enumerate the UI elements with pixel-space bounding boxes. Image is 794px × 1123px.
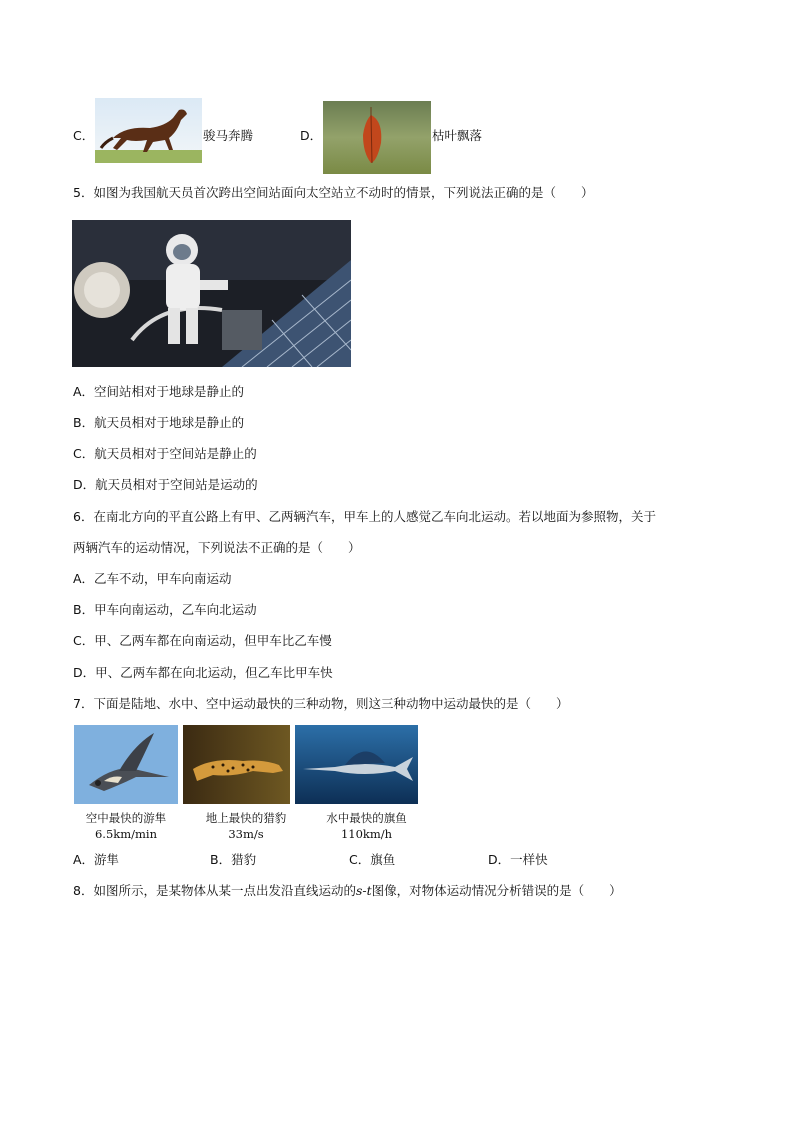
sailfish-caption-title: 水中最快的旗鱼 [326, 811, 407, 825]
q8-stem-before: 8．如图所示，是某物体从某一点出发沿直线运动的 [73, 883, 356, 898]
falling-leaf-image [323, 101, 431, 174]
q7-option-a: A．游隼 [73, 852, 120, 867]
q4-option-c-text: 骏马奔腾 [203, 128, 254, 143]
q6-stem-line2: 两辆汽车的运动情况，下列说法不正确的是（ ） [73, 540, 361, 555]
falcon-image [74, 725, 178, 804]
astronaut-image [72, 220, 351, 367]
q4-option-d-text: 枯叶飘落 [432, 128, 483, 143]
q4-option-d-label: D． [300, 128, 323, 143]
q8-stem-symbol: s-t [355, 883, 372, 898]
q8-stem-after: 图像，对物体运动情况分析错误的是（ ） [371, 883, 622, 898]
sailfish-image [295, 725, 418, 804]
q6-option-c: C．甲、乙两车都在向南运动，但甲车比乙车慢 [73, 633, 332, 648]
cheetah-caption-speed: 33m/s [228, 827, 264, 841]
q8-stem [73, 883, 622, 899]
q5-stem: 5．如图为我国航天员首次跨出空间站面向太空站立不动时的情景，下列说法正确的是（ ） [73, 185, 594, 200]
q7-option-b: B．猎豹 [210, 852, 257, 867]
cheetah-image [183, 725, 290, 804]
cheetah-caption-title: 地上最快的猎豹 [205, 811, 287, 825]
q6-stem-line1: 6．在南北方向的平直公路上有甲、乙两辆汽车，甲车上的人感觉乙车向北运动。若以地面为参照物，关于 [73, 509, 656, 524]
horse-image [95, 98, 202, 163]
falcon-caption-speed: 6.5km/min [94, 827, 158, 841]
q5-option-a: A．空间站相对于地球是静止的 [73, 384, 245, 399]
q7-option-d: D．一样快 [488, 852, 548, 867]
q6-option-b: B．甲车向南运动，乙车向北运动 [73, 602, 257, 617]
sailfish-caption-speed: 110km/h [340, 827, 393, 841]
q7-stem: 7．下面是陆地、水中、空中运动最快的三种动物，则这三种动物中运动最快的是（ ） [73, 696, 569, 711]
q5-option-c: C．航天员相对于空间站是静止的 [73, 446, 257, 461]
q7-option-c: C．旗鱼 [349, 852, 396, 867]
q6-option-a: A．乙车不动，甲车向南运动 [73, 571, 232, 586]
q4-option-c-label: C． [73, 128, 95, 143]
q5-option-b: B．航天员相对于地球是静止的 [73, 415, 245, 430]
falcon-caption-title: 空中最快的游隼 [85, 811, 167, 825]
q6-option-d: D．甲、乙两车都在向北运动，但乙车比甲车快 [73, 665, 333, 680]
q5-option-d: D．航天员相对于空间站是运动的 [73, 477, 258, 492]
